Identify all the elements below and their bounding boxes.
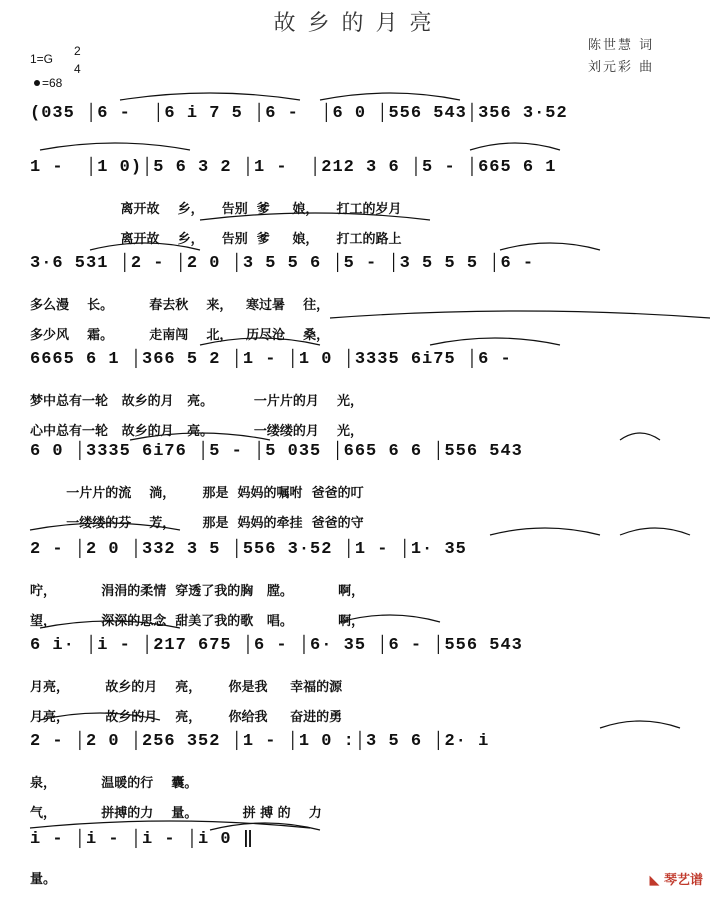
lyric-line: 多少风 霜。 走南闯 北， 历尽沧 桑， (30, 328, 330, 343)
slur-arc (30, 821, 310, 828)
lyricist-credit: 陈世慧 词 (588, 38, 655, 53)
tempo-marking: =68 (42, 76, 63, 90)
lyric-line: 月亮， 故乡的月 亮， 你是我 幸福的源 (30, 680, 343, 695)
lyric-line: 月亮， 故乡的月 亮， 你给我 奋进的勇 (30, 710, 343, 725)
lyric-line: 离开故 乡， 告别 爹 娘， 打工的岁月 (30, 202, 402, 217)
slur-arc (500, 243, 600, 250)
slur-arc (320, 93, 460, 100)
lyric-line: 一片片的流 淌， 那是 妈妈的嘱咐 爸爸的叮 (30, 486, 364, 501)
lyric-line: 量。 (30, 872, 57, 887)
slur-arc (470, 143, 560, 150)
notation-row: 6 i· │i - │217 675 │6 - │6· 35 │6 - │556 543 (30, 636, 523, 655)
quarter-note-icon (34, 80, 40, 86)
notation-row: 6 0 │3335 6i76 │5 - │5 035 │665 6 6 │556 543 (30, 442, 523, 461)
song-title: 故乡的月亮 (273, 11, 444, 36)
notation-row: 6665 6 1 │366 5 2 │1 - │1 0 │3335 6i75 │6 - (30, 350, 512, 369)
lyric-line: 心中总有一轮 故乡的月 亮。 一缕缕的月 光， (30, 424, 363, 439)
slur-arc (120, 93, 300, 100)
composer-credit: 刘元彩 曲 (588, 60, 655, 75)
logo-text: 琴艺谱 (663, 873, 703, 888)
slur-arc (430, 338, 560, 345)
lyric-line: 梦中总有一轮 故乡的月 亮。 一片片的月 光， (30, 394, 363, 409)
slur-arc (490, 528, 600, 535)
slur-arc (330, 311, 710, 318)
notation-row: i - │i - │i - │i 0 ‖ (30, 830, 255, 849)
notation-row: 1 - │1 0)│5 6 3 2 │1 - │212 3 6 │5 - │665 6 1 (30, 158, 557, 177)
key-signature: 1=G (30, 52, 54, 66)
lyric-line: 咛， 涓涓的柔情 穿透了我的胸 膛。 啊， (30, 584, 365, 599)
notation-row: 2 - │2 0 │332 3 5 │556 3·52 │1 - │1· 35 (30, 540, 467, 559)
slur-arc (620, 528, 690, 535)
lyric-line: 泉， 温暖的行 囊。 (30, 776, 198, 791)
slur-arc (620, 433, 660, 440)
logo-mark-icon: ◣ (649, 873, 664, 888)
lyric-line: 气， 拼搏的力 量。 拼 搏 的 力 (30, 806, 322, 821)
time-signature-top: 2 (74, 44, 81, 58)
slur-arc (40, 143, 190, 150)
notation-row: (035 │6 - │6 i 7 5 │6 - │6 0 │556 543│356 3·52 (30, 104, 568, 123)
lyric-line: 一缕缕的芬 芳， 那是 妈妈的牵挂 爸爸的守 (30, 516, 364, 531)
site-logo (640, 854, 703, 888)
lyric-line: 多么漫 长。 春去秋 来， 寒过暑 往， (30, 298, 330, 313)
notation-row: 2 - │2 0 │256 352 │1 - │1 0 :│3 5 6 │2· i (30, 732, 490, 751)
slur-arc (600, 721, 680, 728)
notation-row: 3·6 531 │2 - │2 0 │3 5 5 6 │5 - │3 5 5 5 │6 - (30, 254, 535, 273)
time-signature-bottom: 4 (74, 62, 81, 76)
lyric-line: 望， 深深的思念 甜美了我的歌 唱。 啊， (30, 614, 365, 629)
lyric-line: 离开故 乡， 告别 爹 娘， 打工的路上 (30, 232, 402, 247)
